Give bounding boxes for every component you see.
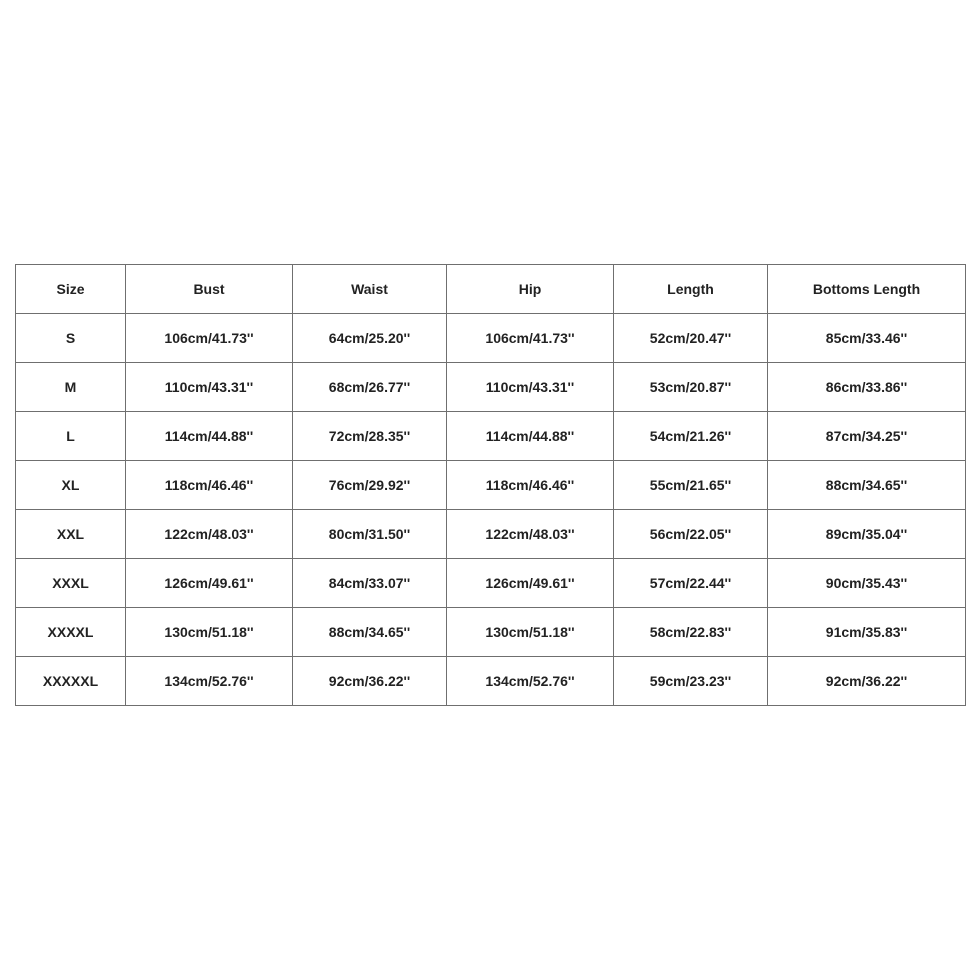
cell-length: 58cm/22.83'' [614,608,768,657]
cell-hip: 130cm/51.18'' [447,608,614,657]
cell-size: XL [16,461,126,510]
cell-size: S [16,314,126,363]
cell-waist: 88cm/34.65'' [293,608,447,657]
size-chart-table [15,264,966,706]
cell-bottoms-length: 92cm/36.22'' [768,657,966,706]
cell-waist: 76cm/29.92'' [293,461,447,510]
table-row [16,657,966,706]
cell-bottoms-length: 85cm/33.46'' [768,314,966,363]
cell-length: 52cm/20.47'' [614,314,768,363]
cell-bottoms-length: 89cm/35.04'' [768,510,966,559]
header-waist: Waist [293,265,447,314]
cell-hip: 114cm/44.88'' [447,412,614,461]
cell-length: 56cm/22.05'' [614,510,768,559]
cell-bottoms-length: 86cm/33.86'' [768,363,966,412]
cell-bottoms-length: 87cm/34.25'' [768,412,966,461]
header-length: Length [614,265,768,314]
table-row [16,461,966,510]
table-row [16,314,966,363]
table-row [16,559,966,608]
cell-bust: 118cm/46.46'' [126,461,293,510]
cell-waist: 64cm/25.20'' [293,314,447,363]
cell-length: 54cm/21.26'' [614,412,768,461]
table-row [16,608,966,657]
table-row [16,412,966,461]
cell-hip: 122cm/48.03'' [447,510,614,559]
size-chart-header [16,265,966,314]
cell-size: XXL [16,510,126,559]
cell-length: 59cm/23.23'' [614,657,768,706]
cell-size: XXXXXL [16,657,126,706]
size-chart-body [16,314,966,706]
cell-bottoms-length: 90cm/35.43'' [768,559,966,608]
cell-waist: 72cm/28.35'' [293,412,447,461]
table-row [16,363,966,412]
cell-hip: 118cm/46.46'' [447,461,614,510]
cell-bust: 110cm/43.31'' [126,363,293,412]
header-bottoms-length: Bottoms Length [768,265,966,314]
cell-length: 57cm/22.44'' [614,559,768,608]
cell-length: 55cm/21.65'' [614,461,768,510]
header-row [16,265,966,314]
cell-waist: 68cm/26.77'' [293,363,447,412]
cell-waist: 80cm/31.50'' [293,510,447,559]
header-size: Size [16,265,126,314]
cell-hip: 106cm/41.73'' [447,314,614,363]
cell-hip: 134cm/52.76'' [447,657,614,706]
cell-waist: 92cm/36.22'' [293,657,447,706]
cell-bust: 114cm/44.88'' [126,412,293,461]
cell-bust: 126cm/49.61'' [126,559,293,608]
cell-hip: 110cm/43.31'' [447,363,614,412]
cell-size: XXXXL [16,608,126,657]
cell-size: M [16,363,126,412]
cell-waist: 84cm/33.07'' [293,559,447,608]
cell-length: 53cm/20.87'' [614,363,768,412]
cell-bust: 134cm/52.76'' [126,657,293,706]
cell-hip: 126cm/49.61'' [447,559,614,608]
header-hip: Hip [447,265,614,314]
cell-bottoms-length: 88cm/34.65'' [768,461,966,510]
cell-size: L [16,412,126,461]
cell-bust: 122cm/48.03'' [126,510,293,559]
cell-size: XXXL [16,559,126,608]
cell-bust: 106cm/41.73'' [126,314,293,363]
table-row [16,510,966,559]
cell-bottoms-length: 91cm/35.83'' [768,608,966,657]
header-bust: Bust [126,265,293,314]
cell-bust: 130cm/51.18'' [126,608,293,657]
